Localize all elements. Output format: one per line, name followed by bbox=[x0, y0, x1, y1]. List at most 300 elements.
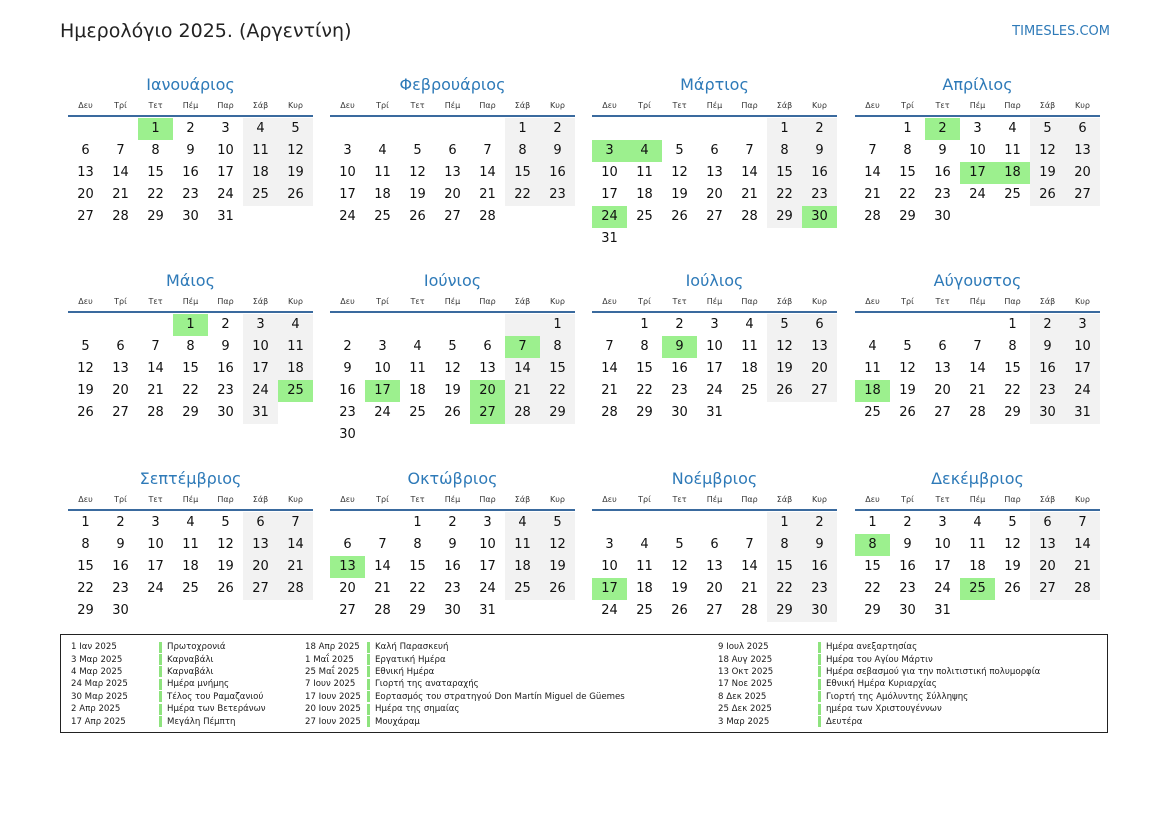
day-cell: 12 bbox=[899, 361, 916, 376]
day-cell: 16 bbox=[217, 361, 234, 376]
day-cell: 7 bbox=[116, 143, 125, 158]
day-cell: 15 bbox=[767, 162, 802, 184]
weekday-label: Πέμ bbox=[706, 495, 723, 504]
day-cell: 14 bbox=[147, 361, 164, 376]
day-cell: 31 bbox=[243, 402, 278, 424]
day-cell: 9 bbox=[802, 140, 837, 162]
day-cell: 10 bbox=[147, 537, 164, 552]
empty-day-cell bbox=[732, 512, 767, 534]
day-cell: 2 bbox=[116, 515, 125, 530]
day-cell: 19 bbox=[444, 383, 461, 398]
holiday-date: 3 Μαρ 2025 bbox=[71, 654, 123, 665]
weekday-label: Τετ bbox=[935, 495, 950, 504]
day-cell: 13 bbox=[479, 361, 496, 376]
day-cell: 6 bbox=[483, 339, 492, 354]
holiday-day-cell: 1 bbox=[138, 118, 173, 140]
holiday-date: 1 Μαΐ 2025 bbox=[305, 654, 354, 665]
holiday-marker bbox=[367, 679, 370, 690]
month-calendar bbox=[330, 73, 575, 228]
day-cell: 16 bbox=[1030, 358, 1065, 380]
weekday-label: Τετ bbox=[672, 495, 687, 504]
day-cell: 13 bbox=[77, 165, 94, 180]
day-cell: 22 bbox=[77, 581, 94, 596]
holiday-date: 4 Μαρ 2025 bbox=[71, 666, 123, 677]
day-cell: 20 bbox=[1065, 162, 1100, 184]
legend-row bbox=[305, 653, 625, 665]
day-cell: 6 bbox=[448, 143, 457, 158]
holiday-marker bbox=[159, 654, 162, 665]
weekday-label: Δευ bbox=[340, 101, 355, 110]
day-cell: 7 bbox=[278, 512, 313, 534]
day-cell: 22 bbox=[767, 184, 802, 206]
holiday-date: 7 Ιουν 2025 bbox=[305, 679, 356, 690]
day-cell: 18 bbox=[636, 581, 653, 596]
weekday-label: Σάβ bbox=[514, 101, 531, 110]
day-cell: 2 bbox=[186, 121, 195, 136]
weekday-label: Παρ bbox=[479, 495, 496, 504]
month-calendar bbox=[592, 73, 837, 250]
day-cell: 14 bbox=[969, 361, 986, 376]
day-cell: 31 bbox=[601, 231, 618, 246]
day-cell: 27 bbox=[112, 405, 129, 420]
weekday-label: Τετ bbox=[672, 101, 687, 110]
legend-row bbox=[71, 691, 266, 703]
weekday-label: Τετ bbox=[410, 101, 425, 110]
day-cell: 14 bbox=[505, 358, 540, 380]
day-cell: 2 bbox=[448, 515, 457, 530]
day-cell: 26 bbox=[278, 184, 313, 206]
day-cell: 1 bbox=[868, 515, 877, 530]
day-cell: 6 bbox=[710, 143, 719, 158]
legend-column bbox=[718, 641, 1040, 728]
weekday-label: Δευ bbox=[340, 297, 355, 306]
day-cell: 21 bbox=[374, 581, 391, 596]
day-cell: 25 bbox=[243, 184, 278, 206]
legend-row bbox=[718, 703, 1040, 715]
day-cell: 5 bbox=[81, 339, 90, 354]
weekday-label: Πέμ bbox=[969, 495, 986, 504]
day-cell: 7 bbox=[745, 537, 754, 552]
weekday-label: Κυρ bbox=[812, 297, 827, 306]
day-cell: 2 bbox=[221, 317, 230, 332]
day-cell: 5 bbox=[903, 339, 912, 354]
weekday-header bbox=[330, 491, 575, 511]
month-calendar bbox=[330, 269, 575, 446]
day-cell: 3 bbox=[378, 339, 387, 354]
empty-day-cell bbox=[68, 314, 103, 336]
month-name: Ιούνιος bbox=[423, 271, 482, 290]
day-cell: 12 bbox=[1004, 537, 1021, 552]
holiday-name: Καλή Παρασκευή bbox=[375, 642, 449, 653]
site-link[interactable]: TIMESLES.COM bbox=[1012, 24, 1110, 39]
weekday-label: Δευ bbox=[602, 101, 617, 110]
day-cell: 9 bbox=[903, 537, 912, 552]
day-cell: 11 bbox=[636, 165, 653, 180]
empty-day-cell bbox=[68, 118, 103, 140]
day-cell: 14 bbox=[479, 165, 496, 180]
day-cell: 9 bbox=[802, 534, 837, 556]
empty-day-cell bbox=[662, 512, 697, 534]
day-cell: 15 bbox=[77, 559, 94, 574]
day-cell: 5 bbox=[1008, 515, 1017, 530]
day-cell: 8 bbox=[1008, 339, 1017, 354]
day-cell: 12 bbox=[671, 559, 688, 574]
holiday-name: Ημέρα της σημαίας bbox=[375, 704, 460, 715]
holiday-marker bbox=[367, 704, 370, 715]
day-cell: 20 bbox=[77, 187, 94, 202]
weekday-label: Πέμ bbox=[444, 101, 461, 110]
day-cell: 20 bbox=[802, 358, 837, 380]
day-cell: 8 bbox=[151, 143, 160, 158]
day-cell: 25 bbox=[505, 578, 540, 600]
weekday-label: Σάβ bbox=[776, 495, 793, 504]
day-cell: 21 bbox=[741, 581, 758, 596]
month-calendar bbox=[68, 467, 313, 622]
weekday-label: Τρί bbox=[901, 297, 914, 306]
day-cell: 28 bbox=[741, 603, 758, 618]
day-cell: 3 bbox=[973, 121, 982, 136]
day-cell: 21 bbox=[505, 380, 540, 402]
weekday-label: Τετ bbox=[148, 101, 163, 110]
day-cell: 7 bbox=[151, 339, 160, 354]
holiday-name: Καρναβάλι bbox=[167, 654, 214, 665]
day-cell: 16 bbox=[339, 383, 356, 398]
day-cell: 13 bbox=[1030, 534, 1065, 556]
empty-day-cell bbox=[330, 314, 365, 336]
day-cell: 21 bbox=[864, 187, 881, 202]
holiday-day-cell: 18 bbox=[855, 380, 890, 402]
day-cell: 17 bbox=[601, 187, 618, 202]
weekday-label: Τρί bbox=[901, 101, 914, 110]
day-cell: 31 bbox=[479, 603, 496, 618]
day-cell: 24 bbox=[969, 187, 986, 202]
day-cell: 25 bbox=[864, 405, 881, 420]
day-cell: 10 bbox=[601, 559, 618, 574]
day-cell: 28 bbox=[1065, 578, 1100, 600]
month-calendar bbox=[855, 73, 1100, 228]
day-cell: 22 bbox=[636, 383, 653, 398]
day-cell: 16 bbox=[899, 559, 916, 574]
day-cell: 29 bbox=[767, 206, 802, 228]
day-cell: 21 bbox=[112, 187, 129, 202]
day-cell: 19 bbox=[767, 358, 802, 380]
legend-row bbox=[718, 691, 1040, 703]
holiday-name: Εορτασμός του στρατηγού Don Martín Miguel de Güemes bbox=[375, 691, 625, 702]
day-cell: 2 bbox=[802, 118, 837, 140]
day-cell: 6 bbox=[243, 512, 278, 534]
holiday-day-cell: 25 bbox=[960, 578, 995, 600]
day-cell: 19 bbox=[409, 187, 426, 202]
holiday-date: 17 Απρ 2025 bbox=[71, 716, 126, 727]
legend-row bbox=[71, 715, 266, 727]
day-cell: 21 bbox=[147, 383, 164, 398]
day-cell: 7 bbox=[378, 537, 387, 552]
day-cell: 28 bbox=[969, 405, 986, 420]
day-cell: 23 bbox=[934, 187, 951, 202]
day-cell: 6 bbox=[802, 314, 837, 336]
holiday-marker bbox=[818, 704, 821, 715]
day-cell: 15 bbox=[540, 358, 575, 380]
day-cell: 28 bbox=[505, 402, 540, 424]
day-cell: 13 bbox=[243, 534, 278, 556]
day-cell: 25 bbox=[182, 581, 199, 596]
day-cell: 10 bbox=[217, 143, 234, 158]
day-cell: 19 bbox=[899, 383, 916, 398]
day-cell: 30 bbox=[112, 603, 129, 618]
holiday-marker bbox=[818, 654, 821, 665]
day-cell: 30 bbox=[671, 405, 688, 420]
day-cell: 23 bbox=[217, 383, 234, 398]
day-cell: 27 bbox=[243, 578, 278, 600]
weekday-label: Τετ bbox=[410, 495, 425, 504]
weekday-label: Παρ bbox=[217, 101, 234, 110]
day-cell: 27 bbox=[1030, 578, 1065, 600]
day-cell: 19 bbox=[540, 556, 575, 578]
holiday-name: ημέρα των Χριστουγέννων bbox=[826, 704, 942, 715]
day-cell: 1 bbox=[413, 515, 422, 530]
empty-day-cell bbox=[470, 314, 505, 336]
weekday-label: Τρί bbox=[901, 495, 914, 504]
day-cell: 19 bbox=[671, 187, 688, 202]
day-cell: 14 bbox=[864, 165, 881, 180]
day-cell: 27 bbox=[706, 603, 723, 618]
holiday-marker bbox=[159, 642, 162, 653]
day-cell: 23 bbox=[802, 578, 837, 600]
day-cell: 21 bbox=[1065, 556, 1100, 578]
day-cell: 13 bbox=[802, 336, 837, 358]
day-cell: 15 bbox=[767, 556, 802, 578]
empty-day-cell bbox=[103, 314, 138, 336]
day-cell: 15 bbox=[182, 361, 199, 376]
weekday-label: Πέμ bbox=[182, 101, 199, 110]
holiday-name: Εργατική Ημέρα bbox=[375, 654, 446, 665]
days-grid bbox=[330, 511, 575, 622]
holiday-day-cell: 30 bbox=[802, 206, 837, 228]
weekday-label: Σάβ bbox=[252, 101, 269, 110]
day-cell: 4 bbox=[640, 537, 649, 552]
day-cell: 22 bbox=[767, 578, 802, 600]
holiday-day-cell: 27 bbox=[470, 402, 505, 424]
holiday-day-cell: 7 bbox=[505, 336, 540, 358]
holiday-name: Εθνική Ημέρα bbox=[375, 666, 435, 677]
day-cell: 14 bbox=[374, 559, 391, 574]
legend-row bbox=[71, 641, 266, 653]
weekday-label: Παρ bbox=[1004, 101, 1021, 110]
weekday-label: Τρί bbox=[638, 495, 651, 504]
day-cell: 22 bbox=[540, 380, 575, 402]
day-cell: 19 bbox=[278, 162, 313, 184]
weekday-label: Κυρ bbox=[288, 101, 303, 110]
day-cell: 29 bbox=[636, 405, 653, 420]
day-cell: 24 bbox=[1065, 380, 1100, 402]
weekday-label: Δευ bbox=[602, 297, 617, 306]
day-cell: 23 bbox=[1030, 380, 1065, 402]
weekday-label: Παρ bbox=[741, 101, 758, 110]
day-cell: 5 bbox=[1030, 118, 1065, 140]
legend-row bbox=[305, 715, 625, 727]
day-cell: 28 bbox=[479, 209, 496, 224]
weekday-label: Πέμ bbox=[444, 297, 461, 306]
day-cell: 12 bbox=[77, 361, 94, 376]
day-cell: 25 bbox=[636, 209, 653, 224]
day-cell: 1 bbox=[640, 317, 649, 332]
day-cell: 27 bbox=[934, 405, 951, 420]
day-cell: 8 bbox=[505, 140, 540, 162]
day-cell: 10 bbox=[934, 537, 951, 552]
holiday-marker bbox=[818, 679, 821, 690]
day-cell: 17 bbox=[479, 559, 496, 574]
legend-row bbox=[718, 666, 1040, 678]
empty-day-cell bbox=[592, 118, 627, 140]
day-cell: 6 bbox=[710, 537, 719, 552]
day-cell: 26 bbox=[671, 209, 688, 224]
day-cell: 19 bbox=[77, 383, 94, 398]
weekday-label: Παρ bbox=[741, 495, 758, 504]
empty-day-cell bbox=[330, 118, 365, 140]
legend-row bbox=[71, 703, 266, 715]
empty-day-cell bbox=[662, 118, 697, 140]
day-cell: 16 bbox=[182, 165, 199, 180]
day-cell: 6 bbox=[1065, 118, 1100, 140]
empty-day-cell bbox=[732, 118, 767, 140]
day-cell: 9 bbox=[343, 361, 352, 376]
weekday-label: Παρ bbox=[1004, 297, 1021, 306]
weekday-label: Τρί bbox=[638, 101, 651, 110]
day-cell: 25 bbox=[636, 603, 653, 618]
day-cell: 4 bbox=[868, 339, 877, 354]
month-calendar bbox=[855, 269, 1100, 424]
weekday-label: Τετ bbox=[935, 297, 950, 306]
holiday-marker bbox=[159, 716, 162, 727]
holiday-name: Ημέρα του Αγίου Μάρτιν bbox=[826, 654, 933, 665]
day-cell: 4 bbox=[505, 512, 540, 534]
day-cell: 9 bbox=[938, 143, 947, 158]
weekday-header bbox=[855, 293, 1100, 313]
day-cell: 15 bbox=[899, 165, 916, 180]
day-cell: 14 bbox=[1065, 534, 1100, 556]
day-cell: 12 bbox=[1030, 140, 1065, 162]
empty-day-cell bbox=[435, 314, 470, 336]
day-cell: 2 bbox=[1030, 314, 1065, 336]
day-cell: 19 bbox=[217, 559, 234, 574]
day-cell: 24 bbox=[243, 380, 278, 402]
holiday-date: 30 Μαρ 2025 bbox=[71, 691, 128, 702]
day-cell: 13 bbox=[112, 361, 129, 376]
empty-day-cell bbox=[697, 512, 732, 534]
weekday-header bbox=[592, 491, 837, 511]
day-cell: 6 bbox=[938, 339, 947, 354]
day-cell: 11 bbox=[1004, 143, 1021, 158]
holiday-marker bbox=[818, 642, 821, 653]
day-cell: 12 bbox=[671, 165, 688, 180]
weekday-label: Τρί bbox=[376, 297, 389, 306]
weekday-label: Πέμ bbox=[706, 297, 723, 306]
weekday-label: Πέμ bbox=[706, 101, 723, 110]
weekday-label: Δευ bbox=[865, 101, 880, 110]
day-cell: 21 bbox=[278, 556, 313, 578]
day-cell: 22 bbox=[409, 581, 426, 596]
holiday-marker bbox=[159, 691, 162, 702]
day-cell: 10 bbox=[243, 336, 278, 358]
weekday-label: Κυρ bbox=[1075, 495, 1090, 504]
day-cell: 7 bbox=[605, 339, 614, 354]
holiday-name: Μεγάλη Πέμπτη bbox=[167, 716, 236, 727]
weekday-label: Κυρ bbox=[1075, 101, 1090, 110]
day-cell: 21 bbox=[741, 187, 758, 202]
weekday-label: Κυρ bbox=[288, 297, 303, 306]
day-cell: 13 bbox=[1065, 140, 1100, 162]
day-cell: 18 bbox=[278, 358, 313, 380]
day-cell: 11 bbox=[505, 534, 540, 556]
day-cell: 17 bbox=[706, 361, 723, 376]
legend-row bbox=[718, 641, 1040, 653]
day-cell: 29 bbox=[77, 603, 94, 618]
day-cell: 5 bbox=[675, 537, 684, 552]
day-cell: 28 bbox=[147, 405, 164, 420]
month-name: Απρίλιος bbox=[942, 75, 1013, 94]
day-cell: 8 bbox=[767, 140, 802, 162]
weekday-label: Δευ bbox=[78, 297, 93, 306]
month-name: Δεκέμβριος bbox=[931, 469, 1024, 488]
day-cell: 20 bbox=[112, 383, 129, 398]
weekday-label: Παρ bbox=[217, 297, 234, 306]
empty-day-cell bbox=[855, 314, 890, 336]
holiday-name: Καρναβάλι bbox=[167, 666, 214, 677]
weekday-header bbox=[68, 293, 313, 313]
day-cell: 27 bbox=[444, 209, 461, 224]
empty-day-cell bbox=[505, 314, 540, 336]
weekday-label: Πέμ bbox=[969, 297, 986, 306]
day-cell: 8 bbox=[767, 534, 802, 556]
day-cell: 2 bbox=[343, 339, 352, 354]
day-cell: 6 bbox=[343, 537, 352, 552]
day-cell: 10 bbox=[479, 537, 496, 552]
day-cell: 3 bbox=[938, 515, 947, 530]
day-cell: 23 bbox=[802, 184, 837, 206]
day-cell: 1 bbox=[767, 512, 802, 534]
day-cell: 13 bbox=[706, 559, 723, 574]
day-cell: 30 bbox=[934, 209, 951, 224]
weekday-label: Τετ bbox=[148, 495, 163, 504]
day-cell: 18 bbox=[969, 559, 986, 574]
days-grid bbox=[855, 313, 1100, 424]
day-cell: 10 bbox=[1065, 336, 1100, 358]
day-cell: 14 bbox=[601, 361, 618, 376]
empty-day-cell bbox=[592, 314, 627, 336]
day-cell: 24 bbox=[147, 581, 164, 596]
day-cell: 8 bbox=[903, 143, 912, 158]
holiday-date: 18 Αυγ 2025 bbox=[718, 654, 773, 665]
day-cell: 4 bbox=[413, 339, 422, 354]
day-cell: 3 bbox=[483, 515, 492, 530]
day-cell: 4 bbox=[745, 317, 754, 332]
day-cell: 26 bbox=[77, 405, 94, 420]
empty-day-cell bbox=[400, 314, 435, 336]
weekday-label: Τετ bbox=[148, 297, 163, 306]
day-cell: 23 bbox=[339, 405, 356, 420]
weekday-label: Παρ bbox=[479, 297, 496, 306]
days-grid bbox=[592, 511, 837, 622]
weekday-label: Σάβ bbox=[1039, 297, 1056, 306]
day-cell: 11 bbox=[243, 140, 278, 162]
holiday-marker bbox=[367, 642, 370, 653]
day-cell: 24 bbox=[339, 209, 356, 224]
day-cell: 26 bbox=[671, 603, 688, 618]
legend-row bbox=[718, 715, 1040, 727]
legend-row bbox=[305, 691, 625, 703]
day-cell: 1 bbox=[540, 314, 575, 336]
day-cell: 30 bbox=[339, 427, 356, 442]
